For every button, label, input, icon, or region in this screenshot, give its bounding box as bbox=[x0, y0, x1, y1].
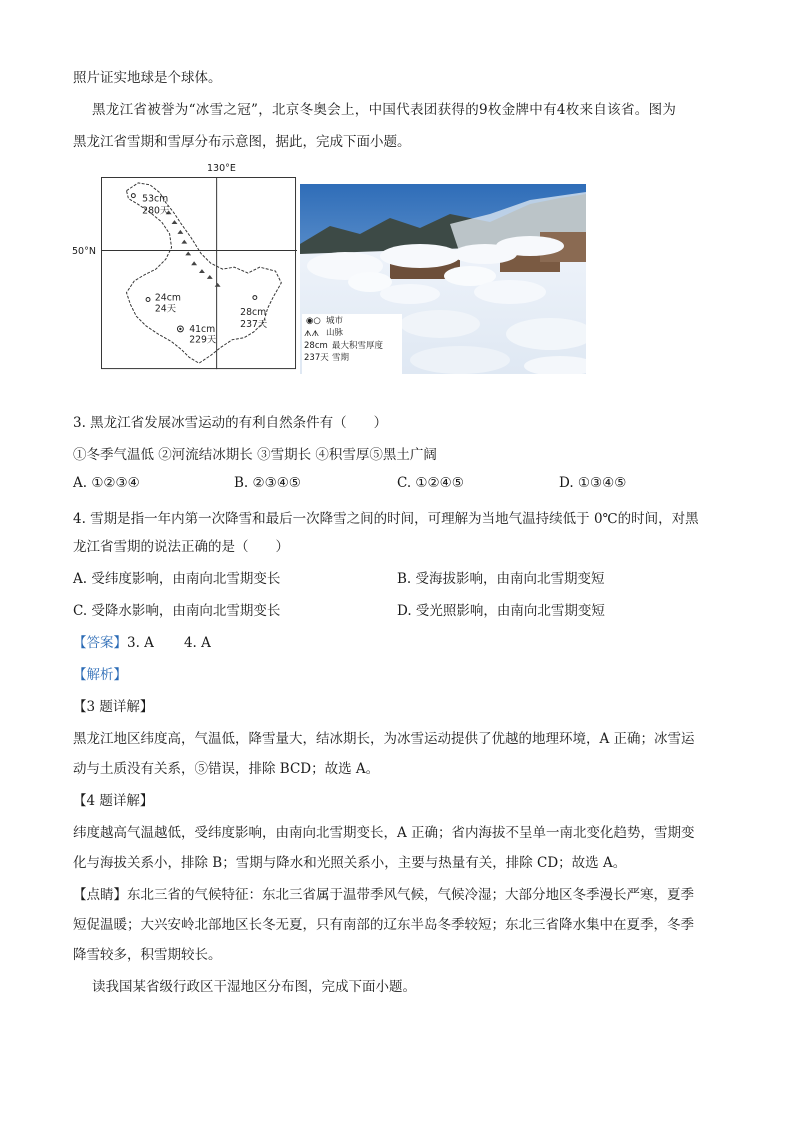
q4-detail-tag: 【4 题详解】 bbox=[73, 793, 154, 809]
answer-line bbox=[73, 631, 211, 651]
q4-option-c: C. 受降水影响，由南向北雪期变长 bbox=[73, 603, 281, 619]
legend-city-icon: ◉○ bbox=[306, 316, 321, 326]
station-s-depth: 41cm bbox=[189, 323, 216, 335]
station-n-depth: 53cm bbox=[142, 193, 169, 205]
intro-line-3: 黑龙江省雪期和雪厚分布示意图，据此，完成下面小题。 bbox=[73, 134, 411, 150]
lon-label: 130°E bbox=[207, 163, 236, 174]
station-w-days: 24天 bbox=[154, 303, 177, 315]
analysis-tag: 【解析】 bbox=[73, 667, 127, 683]
q4-option-d: D. 受光照影响，由南向北雪期变短 bbox=[397, 603, 605, 619]
q3-conditions: ①冬季气温低 ②河流结冰期长 ③雪期长 ④积雪厚⑤黑土广阔 bbox=[73, 447, 437, 463]
q3-detail-line-1: 黑龙江地区纬度高，气温低，降雪量大，结冰期长，为冰雪运动提供了优越的地理环境，A 正确；冰雪运 bbox=[73, 731, 695, 747]
intro-line-2: 黑龙江省被誉为“冰雪之冠”，北京冬奥会上，中国代表团获得的9枚金牌中有4枚来自该省。图为 bbox=[92, 102, 677, 118]
tips-line-2: 短促温暖；大兴安岭北部地区长冬无夏，只有南部的辽东半岛冬季较短；东北三省降水集中在夏季，冬季 bbox=[73, 917, 694, 933]
answer-text: 3. A 4. A bbox=[127, 635, 211, 651]
q3-option-b: B. ②③④⑤ bbox=[234, 475, 301, 491]
lat-label: 50°N bbox=[72, 246, 96, 257]
legend-days-label: 雪期 bbox=[332, 353, 350, 363]
q4-option-b: B. 受海拔影响，由南向北雪期变短 bbox=[397, 571, 605, 587]
tips-line-1 bbox=[73, 883, 694, 903]
answer-tag: 【答案】 bbox=[73, 635, 127, 651]
tips-text-1: 东北三省的气候特征：东北三省属于温带季风气候，气候冷湿；大部分地区冬季漫长严寒，夏季 bbox=[127, 887, 694, 903]
q4-option-a: A. 受纬度影响，由南向北雪期变长 bbox=[73, 571, 281, 587]
map-legend bbox=[302, 314, 402, 374]
q3-option-a: A. ①②③④ bbox=[73, 475, 140, 491]
legend-mountain-icon: ᗑᗑ bbox=[304, 329, 320, 338]
tips-tag: 【点睛】 bbox=[73, 887, 127, 903]
station-w-depth: 24cm bbox=[154, 292, 181, 304]
q3-option-d: D. ①③④⑤ bbox=[559, 475, 627, 491]
snow-map bbox=[99, 177, 299, 373]
q3-detail-line-2: 动与土质没有关系，⑤错误，排除 BCD；故选 A。 bbox=[73, 761, 380, 777]
q3-option-c: C. ①②④⑤ bbox=[397, 475, 464, 491]
station-e-depth: 28cm bbox=[240, 307, 267, 319]
legend-city: 城市 bbox=[326, 316, 344, 326]
tips-line-3: 降雪较多，积雪期较长。 bbox=[73, 947, 222, 963]
q3-detail-tag: 【3 题详解】 bbox=[73, 699, 154, 715]
q3-stem: 3. 黑龙江省发展冰雪运动的有利自然条件有（ ） bbox=[73, 415, 388, 431]
outro-line: 读我国某省级行政区干湿地区分布图，完成下面小题。 bbox=[92, 979, 416, 995]
legend-depth-example: 28cm bbox=[304, 341, 328, 351]
station-n-days: 280天 bbox=[142, 205, 170, 217]
q4-stem-2: 龙江省雪期的说法正确的是（ ） bbox=[73, 539, 289, 555]
legend-depth-label: 最大积雪厚度 bbox=[332, 341, 384, 351]
station-e-days: 237天 bbox=[240, 318, 268, 330]
legend-days-example: 237天 bbox=[304, 353, 329, 363]
intro-line-1: 照片证实地球是个球体。 bbox=[73, 70, 222, 86]
q4-stem-1: 4. 雪期是指一年内第一次降雪和最后一次降雪之间的时间，可理解为当地气温持续低于 0℃的时间，对黑 bbox=[73, 511, 699, 527]
q4-detail-line-1: 纬度越高气温越低，受纬度影响，由南向北雪期变长，A 正确；省内海拔不呈单一南北变化趋势，雪期变 bbox=[73, 825, 695, 841]
legend-mountain: 山脉 bbox=[326, 328, 344, 338]
station-s-days: 229天 bbox=[189, 334, 217, 346]
q4-detail-line-2: 化与海拔关系小，排除 B；雪期与降水和光照关系小，主要与热量有关，排除 CD；故选 A。 bbox=[73, 855, 627, 871]
